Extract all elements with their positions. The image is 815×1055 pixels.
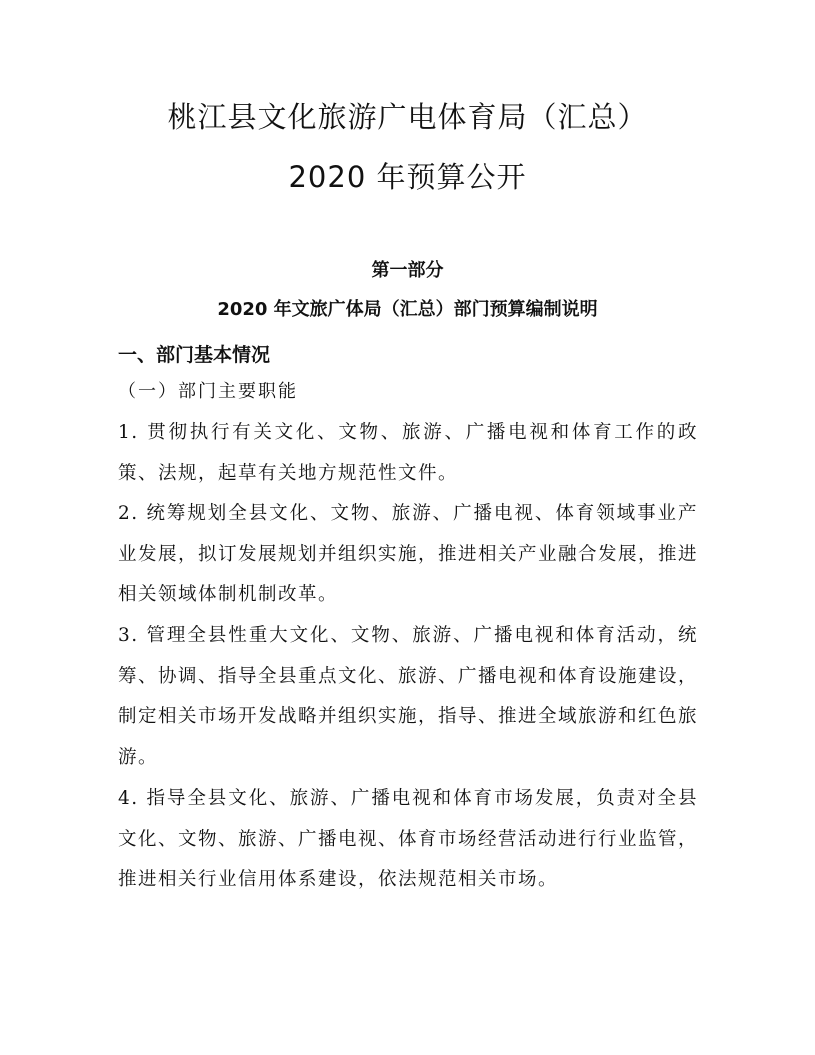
sub-heading: （一）部门主要职能	[118, 381, 298, 402]
section-heading: 一、部门基本情况	[118, 344, 271, 366]
duty-item-3: 3. 管理全县性重大文化、文物、旅游、广播电视和体育活动，统筹、协调、指导全县重点文化、旅游、广播电视和体育设施建设，制定相关市场开发战略并组织实施，指导、推进全域旅游和红色旅游。	[118, 625, 699, 768]
document-title-line2: 2020 年预算公开	[288, 160, 527, 194]
part-title: 2020 年文旅广体局（汇总）部门预算编制说明	[217, 299, 598, 320]
duty-item-1: 1. 贯彻执行有关文化、文物、旅游、广播电视和体育工作的政策、法规，起草有关地方规范性文件。	[118, 422, 698, 484]
duty-item-2: 2. 统筹规划全县文化、文物、旅游、广播电视、体育领域事业产业发展，拟订发展规划并组织实施，推进相关产业融合发展，推进相关领域体制机制改革。	[118, 503, 699, 605]
document-title-line1: 桃江县文化旅游广电体育局（汇总）	[167, 100, 648, 134]
duty-item-4: 4. 指导全县文化、旅游、广播电视和体育市场发展，负责对全县文化、文物、旅游、广播电视、体育市场经营活动进行行业监管，推进相关行业信用体系建设，依法规范相关市场。	[118, 788, 699, 890]
part-label: 第一部分	[371, 260, 444, 281]
